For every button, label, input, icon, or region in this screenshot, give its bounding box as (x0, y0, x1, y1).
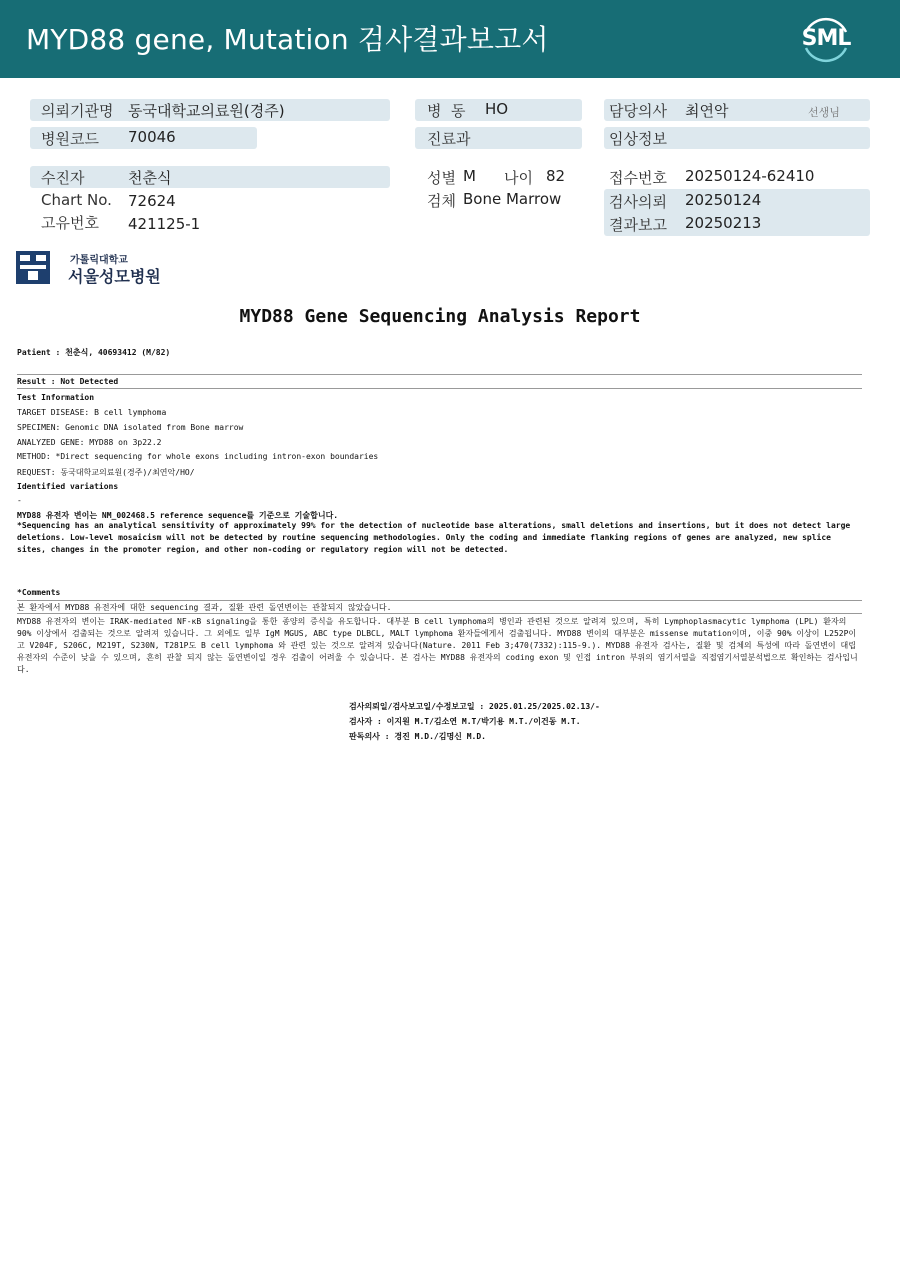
specimen-label: 검체 (427, 192, 456, 210)
specimen-line: SPECIMEN: Genomic DNA isolated from Bone marrow (17, 423, 244, 432)
identified-heading: Identified variations (17, 482, 119, 491)
divider (17, 600, 862, 601)
unique-label: 고유번호 (41, 214, 99, 232)
age-label: 나이 (504, 169, 533, 187)
request-label: 검사의뢰 (609, 193, 667, 211)
report-title: MYD88 Gene Sequencing Analysis Report (239, 306, 641, 327)
header-bar (0, 0, 900, 78)
comment-paragraph: MYD88 유전자의 변이는 IRAK-mediated NF-κB signaling을 통한 종양의 증식을 유도합니다. 대부분 B cell lymphoma의 병인과 관련된 것으로 알려져 있으며, 특히 Lymphoplasmacytic lymphoma (LPL) 환자의 90% 이상에서 검출되는 것으로 알려져 있습니다. 그 외에도 일부 IgM MGUS, ABC type DLBCL, MALT lymphoma 환자들에게서 검출됩니다. MYD88 변이의 대부분은 missense mutation이며, 이중 90% 이상이 L252P이고 V204F, S206C, M219T, S230N, T281P도 B cell lymphoma 와 관련 있는 것으로 알려져 있습니다(Nature. 2011 Feb 3;470(7332):115-9.). MYD88 유전자 검사는, 질환 및 검체의 특성에 따라 돌연변이 대립유전자의 수준이 낮을 수 있으며, 흔히 관찰 되지 않는 돌연변이일 경우 검출이 어려울 수 있습니다. 본 검사는 MYD88 유전자의 coding exon 및 인접 intron 부위의 염기서열을 직접염기서열분석법으로 확인하는 검사입니다. (17, 617, 858, 674)
institution-value: 동국대학교의료원(경주) (128, 102, 285, 120)
patient-label: 수진자 (41, 169, 85, 187)
sml-logo-icon (798, 12, 854, 66)
result-line: Result : Not Detected (17, 377, 119, 386)
divider (17, 388, 862, 389)
receipt-value: 20250124-62410 (685, 167, 815, 185)
doctor-label: 담당의사 (609, 102, 667, 120)
result-date-label: 결과보고 (609, 216, 667, 234)
hospital-code-label: 병원코드 (41, 130, 99, 148)
patient-line: Patient : 천춘식, 40693412 (M/82) (17, 348, 171, 357)
sensitivity-note: *Sequencing has an analytical sensitivity of approximately 99% for the detection of nucleotide base alterations, small deletions and insertions, but it does not detect large deletions. Low-level mosaicism will not be detected by routine sequencing methodologies. Only the coding and immediate flanking regions of genes are analyzed, new splice sites, changes in the promoter region, and other non-coding or regulatory region will not be detected. (17, 521, 851, 554)
result-date-value: 20250213 (685, 214, 762, 232)
chart-value: 72624 (128, 192, 176, 210)
ward-label: 병 동 (427, 102, 466, 120)
target-disease: TARGET DISEASE: B cell lymphoma (17, 408, 167, 417)
doctor-value: 최연악 (685, 102, 729, 120)
comment-line: 본 환자에서 MYD88 유전자에 대한 sequencing 결과, 질환 관련 돌연변이는 관찰되지 않았습니다. (17, 603, 392, 612)
hospital-name: 서울성모병원 (68, 267, 161, 286)
sex-label: 성별 (427, 169, 456, 187)
unique-value: 421125-1 (128, 215, 201, 233)
hospital-logo-icon (16, 251, 50, 284)
physicians-line: 판독의사 : 경진 M.D./김명신 M.D. (349, 732, 486, 741)
receipt-label: 접수번호 (609, 169, 667, 187)
divider (17, 613, 862, 614)
divider (17, 374, 862, 375)
report-header-title: MYD88 gene, Mutation 검사결과보고서 (26, 23, 549, 56)
hospital-code-value: 70046 (128, 128, 176, 146)
test-info-heading: Test Information (17, 393, 95, 402)
doctor-honorific: 선생님 (808, 106, 840, 119)
sex-value: M (463, 167, 476, 185)
institution-label: 의뢰기관명 (41, 102, 114, 120)
patient-value: 천춘식 (128, 169, 172, 187)
identified-value: - (17, 496, 22, 505)
comments-heading: *Comments (17, 588, 61, 597)
specimen-value: Bone Marrow (463, 190, 562, 208)
department-label: 진료과 (427, 130, 471, 148)
analyzed-gene: ANALYZED GENE: MYD88 on 3p22.2 (17, 438, 162, 447)
chart-label: Chart No. (41, 191, 112, 209)
clinical-label: 임상정보 (609, 130, 667, 148)
ward-value: HO (485, 100, 509, 118)
dates-line: 검사의뢰일/검사보고일/수정보고일 : 2025.01.25/2025.02.13/- (349, 702, 600, 711)
request-value: 20250124 (685, 191, 762, 209)
hospital-subname: 가톨릭대학교 (70, 255, 128, 266)
testers-line: 검사자 : 이지원 M.T/김소연 M.T/박기용 M.T./이건동 M.T. (349, 717, 581, 726)
method-line: METHOD: *Direct sequencing for whole exons including intron-exon boundaries (17, 452, 379, 461)
reference-note: MYD88 유전자 변이는 NM_002468.5 reference sequence를 기준으로 기술합니다. (17, 511, 339, 520)
request-line: REQUEST: 동국대학교의료원(경주)/최연악/HO/ (17, 468, 195, 477)
age-value: 82 (546, 167, 566, 185)
sml-logo-text: SML (801, 26, 851, 51)
